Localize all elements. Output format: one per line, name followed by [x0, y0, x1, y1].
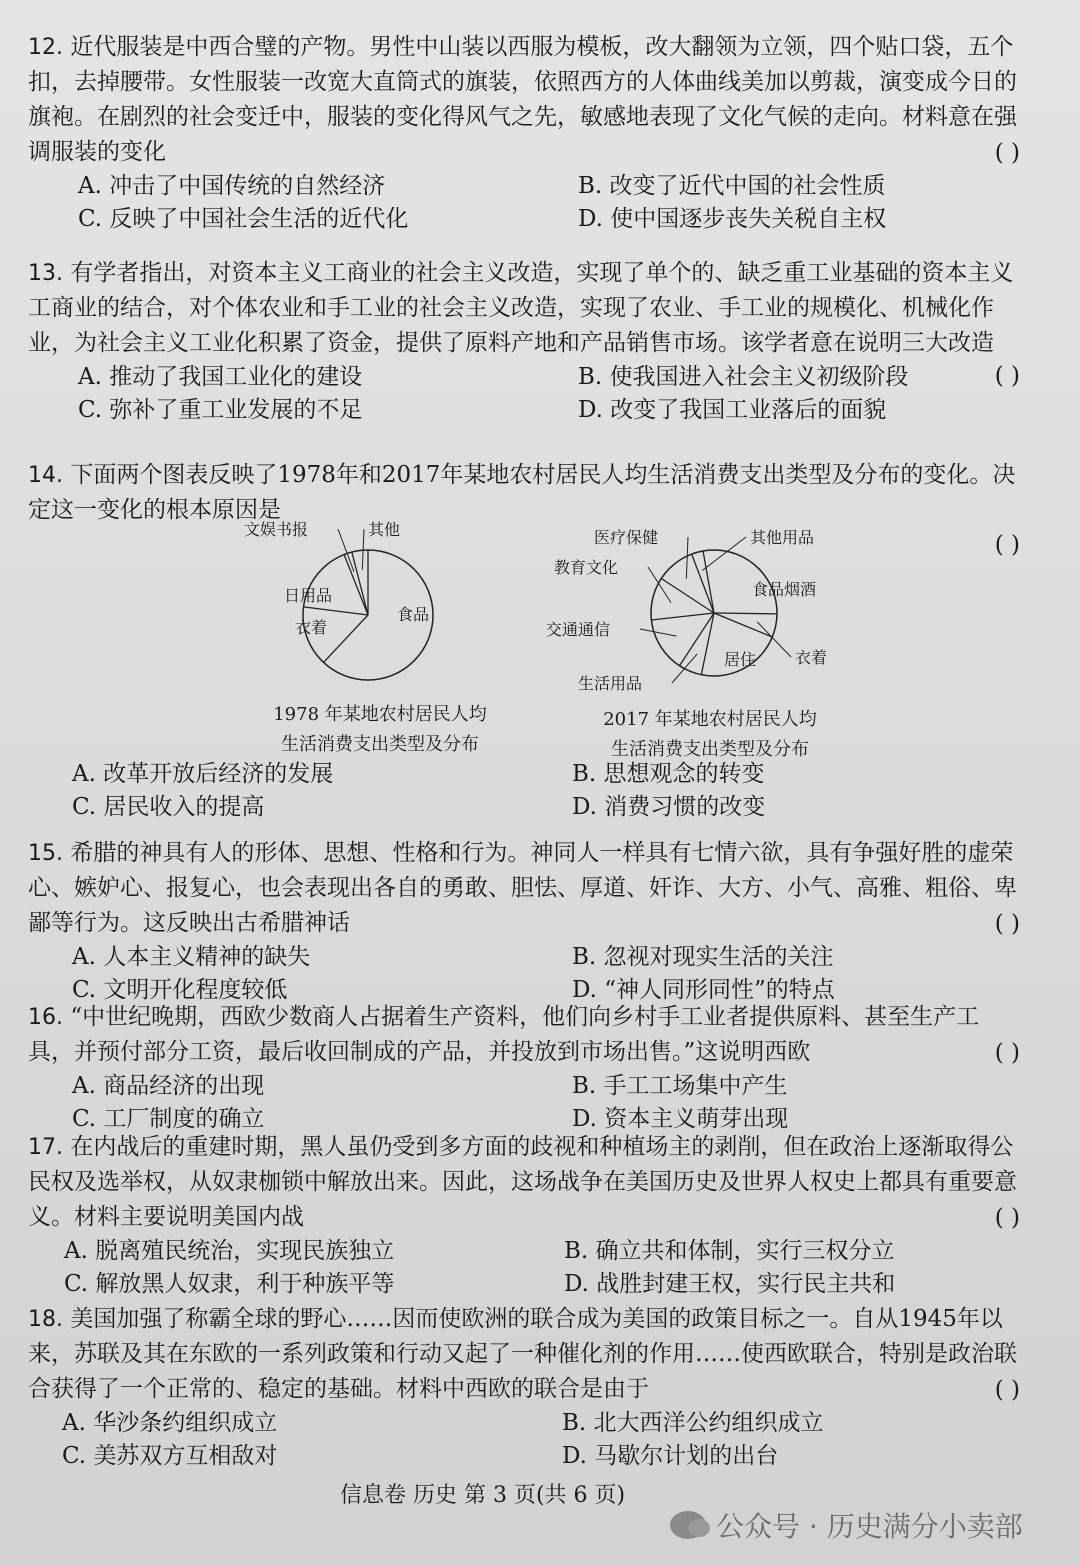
option-a: A. 商品经济的出现: [72, 1073, 265, 1099]
option-d: D. 资本主义萌芽出现: [572, 1106, 789, 1132]
option-c: C. 解放黑人奴隶，利于种族平等: [64, 1271, 395, 1297]
option-b: B. 忽视对现实生活的关注: [572, 944, 834, 970]
option-a: A. 脱离殖民统治，实现民族独立: [64, 1238, 395, 1264]
option-a: A. 推动了我国工业化的建设: [78, 364, 363, 390]
option-b: B. 思想观念的转变: [572, 761, 765, 787]
caption-line: 生活消费支出类型及分布: [281, 734, 479, 755]
option-c: C. 弥补了重工业发展的不足: [78, 397, 363, 423]
question-18: [28, 1302, 1020, 1473]
pie-label-3: 日用品: [283, 586, 332, 605]
pie-label-6: 教育文化: [553, 558, 618, 577]
question-12: [28, 30, 1020, 236]
question-stem: “中世纪晚期，西欧少数商人占据着生产资料，他们向乡村手工业者提供原料、甚至生产工具，并预付部分工资，最后收回制成的产品，并投放到市场出售。”这说明西欧: [28, 1004, 980, 1065]
answer-paren: ( ): [994, 532, 1020, 558]
pie-leader-line: [686, 537, 688, 579]
options: [78, 361, 1020, 427]
question-number: 17.: [28, 1135, 63, 1160]
question-number: 13.: [28, 261, 63, 286]
question-stem: 希腊的神具有人的形体、思想、性格和行为。神同人一样具有七情六欲，具有争强好胜的虚荣心、嫉妒心、报复心，也会表现出各自的勇敢、胆怯、厚道、奸诈、大方、小气、高雅、粗俗、卑鄙等行为。这反映出古希腊神话: [28, 840, 1017, 936]
question-number: 15.: [28, 841, 63, 866]
pie-slice-2-boundary: [714, 613, 777, 614]
options: [72, 758, 1020, 824]
options: [72, 1070, 1020, 1136]
pie-label-1: 食品: [397, 605, 430, 624]
options: [62, 1407, 1020, 1473]
chart-caption-1978: [230, 700, 530, 760]
pie-slice-3-boundary: [304, 607, 368, 615]
option-c: C. 反映了中国社会生活的近代化: [78, 206, 409, 232]
pie-label-4: 文娱书报: [243, 520, 308, 539]
question-number: 12.: [28, 35, 63, 60]
pie-slice-3-boundary: [714, 613, 772, 637]
answer-paren: ( ): [994, 140, 1020, 166]
pie-slice-7-boundary: [661, 579, 714, 613]
question-number: 14.: [28, 463, 63, 488]
pie-label-8: 其他用品: [750, 528, 815, 547]
pie-leader-line: [338, 529, 354, 572]
pie-leader-line: [757, 622, 791, 657]
question-15: [28, 836, 1020, 1007]
pie-leader-line: [702, 537, 746, 570]
option-b: B. 手工工场集中产生: [572, 1073, 788, 1099]
option-d: D. 消费习惯的改变: [572, 794, 766, 820]
option-b: B. 确立共和体制，实行三权分立: [564, 1238, 895, 1264]
pie-charts-svg: [240, 515, 860, 695]
option-d: D. 战胜封建王权，实行民主共和: [564, 1271, 896, 1297]
pie-label-7: 医疗保健: [593, 528, 658, 547]
pie-label-5: 其他: [368, 520, 401, 539]
option-d: D. 使中国逐步丧失关税自主权: [578, 206, 887, 232]
pie-slice-5-boundary: [352, 552, 368, 615]
caption-line: 生活消费支出类型及分布: [611, 739, 809, 760]
option-a: A. 人本主义精神的缺失: [72, 944, 311, 970]
question-stem: 近代服装是中西合璧的产物。男性中山装以西服为模板，改大翻领为立领，四个贴口袋，五个扣，去掉腰带。女性服装一改宽大直筒式的旗装，依照西方的人体曲线美加以剪裁，演变成今日的旗袍。在剧烈的社会变迁中，服装的变化得风气之先，敏感地表现了文化气候的走向。材料意在强调服装的变化: [28, 34, 1017, 165]
option-a: A. 改革开放后经济的发展: [72, 761, 334, 787]
pie-label-3: 居住: [724, 650, 757, 669]
pie-label-1: 食品烟酒: [752, 580, 817, 599]
question-17: [28, 1130, 1020, 1301]
page-footer: 信息卷 历史 第 3 页(共 6 页): [340, 1483, 626, 1508]
caption-line: 2017 年某地农村居民人均: [603, 709, 817, 730]
chart-caption-2017: [560, 705, 860, 765]
option-b: B. 北大西洋公约组织成立: [562, 1410, 824, 1436]
pie-label-4: 生活用品: [577, 674, 642, 693]
pie-slice-1-boundary: [703, 551, 714, 613]
pie-label-5: 交通通信: [545, 620, 610, 639]
pie-slice-2-boundary: [324, 615, 368, 662]
option-b: B. 改变了近代中国的社会性质: [578, 173, 886, 199]
question-number: 16.: [28, 1005, 63, 1030]
option-c: C. 工厂制度的确立: [72, 1106, 265, 1132]
question-13: [28, 256, 1020, 427]
watermark-text: 公众号 · 历史满分小卖部: [716, 1510, 1023, 1543]
question-stem: 下面两个图表反映了1978年和2017年某地农村居民人均生活消费支出类型及分布的变化。决定这一变化的根本原因是: [28, 462, 1016, 523]
pie-slice-6-boundary: [651, 613, 714, 620]
question-stem: 美国加强了称霸全球的野心……因而使欧洲的联合成为美国的政策目标之一。自从1945年以来，苏联及其在东欧的一系列政策和行动又起了一种催化剂的作用……使西欧联合，特别是政治联合获得了一个正常的、稳定的基础。材料中西欧的联合是由于: [28, 1306, 1017, 1402]
pie-label-2: 衣着: [795, 648, 828, 667]
option-c: C. 美苏双方互相敌对: [62, 1443, 278, 1469]
watermark: [670, 1505, 1023, 1545]
pie-charts: [240, 515, 860, 765]
answer-paren: ( ): [994, 1040, 1020, 1066]
option-b: B. 使我国进入社会主义初级阶段: [578, 364, 909, 390]
wechat-icon: [670, 1511, 706, 1539]
question-number: 18.: [28, 1307, 63, 1332]
pie-leader-line: [640, 629, 676, 636]
caption-line: 1978 年某地农村居民人均: [273, 704, 487, 725]
option-d: D. “神人同形同性”的特点: [572, 977, 835, 1003]
options: [72, 941, 1020, 1007]
question-14-options: [28, 758, 1020, 824]
pie-slice-8-boundary: [692, 554, 714, 613]
question-stem: 有学者指出，对资本主义工商业的社会主义改造，实现了单个的、缺乏重工业基础的资本主义工商业的结合，对个体农业和手工业的社会主义改造，实现了农业、手工业的规模化、机械化作业，为社会主义工业化积累了资金，提供了原料产地和产品销售市场。该学者意在说明三大改造: [28, 260, 1014, 356]
pie-slice-4-boundary: [344, 555, 368, 615]
answer-paren: ( ): [994, 911, 1020, 937]
options: [64, 1235, 1020, 1301]
option-a: A. 冲击了中国传统的自然经济: [78, 173, 386, 199]
option-a: A. 华沙条约组织成立: [62, 1410, 278, 1436]
pie-label-2: 衣着: [294, 618, 327, 637]
option-c: C. 居民收入的提高: [72, 794, 265, 820]
question-stem: 在内战后的重建时期，黑人虽仍受到多方面的歧视和种植场主的剥削，但在政治上逐渐取得公民权及选举权，从奴隶枷锁中解放出来。因此，这场战争在美国历史及世界人权史上都具有重要意义。材料主要说明美国内战: [28, 1134, 1017, 1230]
answer-paren: ( ): [994, 363, 1020, 389]
option-d: D. 马歇尔计划的出台: [562, 1443, 779, 1469]
option-c: C. 文明开化程度较低: [72, 977, 288, 1003]
options: [78, 170, 1020, 236]
pie-leader-line: [648, 567, 671, 603]
answer-paren: ( ): [994, 1205, 1020, 1231]
option-d: D. 改变了我国工业落后的面貌: [578, 397, 887, 423]
answer-paren: ( ): [994, 1377, 1020, 1403]
question-16: [28, 1000, 1020, 1136]
